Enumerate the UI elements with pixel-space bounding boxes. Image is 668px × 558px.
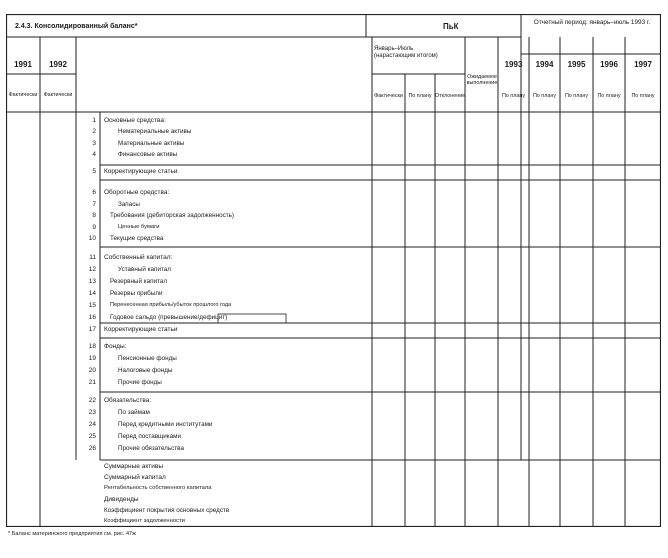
row-number: 18 [88,343,96,350]
row-number: 22 [88,397,96,404]
row-label: Финансовые активы [118,151,178,158]
row-label: Перед поставщиками [118,433,181,440]
row-number: 5 [92,168,96,175]
summary-item: Суммарный капитал [104,474,166,481]
sub-deviation: Отклонение [435,93,466,99]
row-number: 14 [88,290,96,297]
row-label: Резервный капитал [110,278,168,285]
row-number: 15 [88,302,96,309]
summary-item: Коэффициент задолженности [104,518,185,524]
row-number: 24 [88,421,96,428]
row-number: 1 [92,117,96,124]
row-label: Оборотные средства: [104,189,170,196]
row-number: 6 [92,189,96,196]
row-label: Основные средства: [104,117,166,124]
row-number: 4 [92,151,96,158]
row-number: 13 [88,278,96,285]
year-1997: 1997 [634,60,652,69]
row-number: 2 [92,128,96,135]
row-label: Уставный капитал [118,266,171,273]
sub-fact-1992: Фактически [43,92,73,98]
row-number: 9 [92,224,96,231]
row-number: 21 [88,379,96,386]
year-1993: 1993 [504,60,523,69]
balance-sheet-table [6,14,661,527]
row-number: 10 [88,235,96,242]
row-label: Требования (дебиторская задолженность) [110,212,234,219]
year-1991: 1991 [14,60,32,69]
row-label: Резервы прибыли [110,290,163,297]
reporting-period: Отчетный период: январь–июль 1993 г. [533,19,651,26]
sub-fact-janjul: Фактически [374,93,403,99]
summary-item: Рентабельность собственного капитала [104,485,212,491]
row-number: 26 [88,445,96,452]
row-label: Корректирующие статьи [104,326,178,333]
row-label: Прочие фонды [118,379,162,386]
row-label: Корректирующие статьи [104,168,178,175]
row-number: 20 [88,367,96,374]
sub-plan-janjul: По плану [408,93,432,99]
table-title: 2.4.3. Консолидированный баланс* [15,23,138,30]
row-number: 17 [88,326,96,333]
row-number: 7 [92,201,96,208]
row-number: 25 [88,433,96,440]
row-label: Текущие средства [110,235,164,242]
footnote: * Баланс материнского предприятия см. рис. 47ж [8,531,136,537]
sub-plan-1997: По плану [631,93,655,99]
sub-fact-1991: Фактически [8,92,38,98]
summary-item: Суммарные активы [104,463,163,470]
expected-header: Ожидаемое выполнение [466,74,498,87]
row-number: 23 [88,409,96,416]
row-label: Запасы [118,201,140,208]
row-number: 19 [88,355,96,362]
row-label: Обязательства: [104,397,152,404]
row-label: Ценные бумаги [118,224,160,230]
row-number: 11 [89,254,96,261]
row-number: 3 [92,140,96,147]
summary-item: Дивиденды [104,496,139,503]
row-label: Перед кредитными институтами [118,421,213,428]
row-number: 8 [92,212,96,219]
row-label: Годовое сальдо (превышение/дефицит) [110,314,228,321]
row-label: Налоговые фонды [118,367,173,374]
summary-item: Коэффициент покрытия основных средств [104,507,230,514]
sub-plan-1996: По плану [597,93,621,99]
row-label: Материальные активы [118,140,185,147]
row-label: Прочие обязательства [118,445,184,452]
year-1994: 1994 [535,60,554,69]
year-1992: 1992 [49,60,67,69]
sub-plan-1993: По плану [501,93,526,99]
row-label: Собственный капитал: [104,254,173,261]
row-label: Фонды: [104,343,127,350]
row-label: Перенесенная прибыль/убыток прошлого года [110,302,232,308]
year-1996: 1996 [600,60,618,69]
year-1995: 1995 [567,60,586,69]
row-label: Пенсионные фонды [118,355,177,362]
sub-plan-1995: По плану [564,93,589,99]
row-number: 12 [88,266,96,273]
sub-plan-1994: По плану [532,93,557,99]
table-grid [6,14,661,527]
row-number: 16 [88,314,96,321]
pak-header: ПьК [443,22,459,31]
row-label: Нематериальные активы [118,128,192,135]
jan-jul-header: Январь–Июль (нарастающим итогом) [374,46,438,59]
row-label: По займам [118,409,150,416]
